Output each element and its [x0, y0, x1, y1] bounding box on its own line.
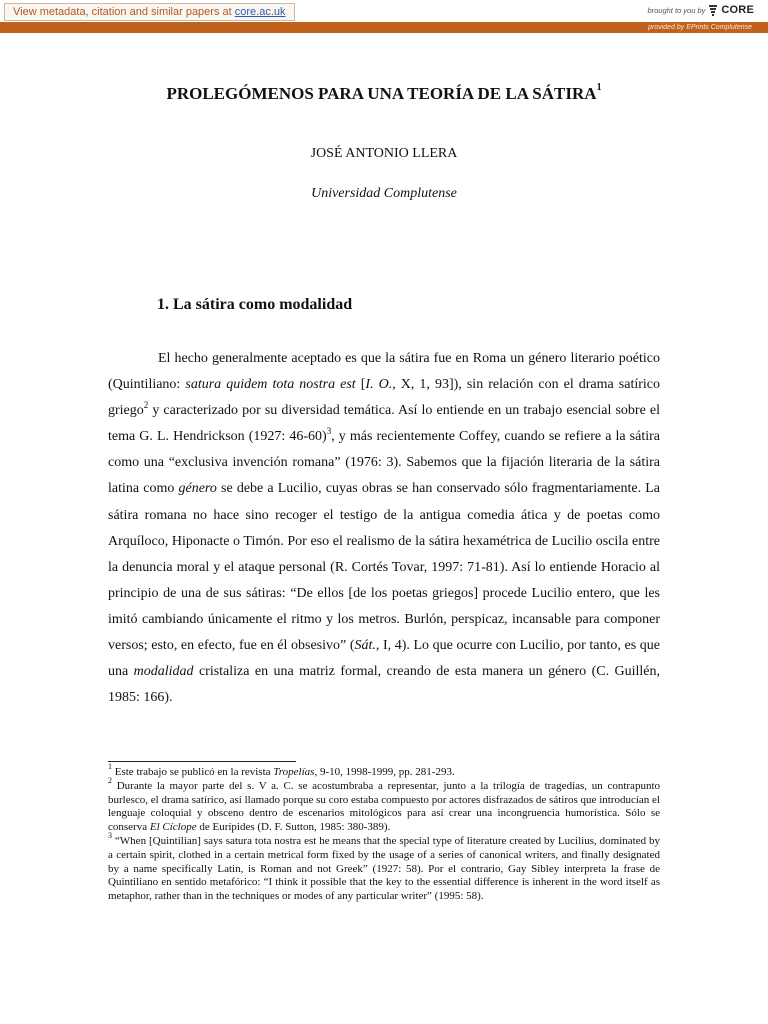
footnote-text: de Eurípides (D. F. Sutton, 1985: 380-389).	[196, 821, 391, 834]
footnote-marker: 3	[326, 425, 332, 436]
latin-quote: satura quidem tota nostra est	[185, 377, 356, 393]
emphasis-text: género	[178, 481, 217, 497]
metadata-link-box[interactable]	[4, 3, 295, 21]
author-name: JOSÉ ANTONIO LLERA	[310, 146, 458, 161]
work-abbreviation: Sát.,	[354, 638, 380, 654]
body-text-run: , X, 1, 93]), sin relación con el drama satírico griego	[108, 377, 661, 419]
footnote-text: Durante la mayor parte del s. V a. C. se acostumbraba a representar, junto a la trilogía de tragedias, un contrapunto burlesco, el drama satírico, así llamado porque su coro estaba compuesto por actores disfrazados de sátiros que introducían el lenguaje coloquial y obsceno dentro de escenarios mitológicos para así crear una incongruencia humorística. Sólo se conserva	[108, 779, 660, 834]
footnotes	[108, 762, 660, 904]
body-text-run: El hecho generalmente aceptado es que la sátira fue en Roma un género literario poético (Quintiliano:	[108, 351, 660, 393]
core-ac-uk-link[interactable]: core.ac.uk	[234, 6, 286, 18]
footnote-3	[108, 831, 660, 904]
metadata-link-prefix: View metadata, citation and similar papers at	[13, 6, 235, 18]
footnote-text: Este trabajo se publicó en la revista	[112, 766, 274, 778]
brought-to-you-by-text: brought to you by	[647, 5, 706, 15]
work-abbreviation: I. O.	[365, 377, 393, 393]
body-text-run: y caracterizado por su diversidad temática. Así lo entiende en un trabajo esencial sobre el tema G. L. Hendrickson (1927: 46-60)	[108, 403, 660, 445]
paper-title-text: PROLEGÓMENOS PARA UNA TEORÍA DE LA SÁTIRA	[166, 84, 597, 103]
footnote-number: 3	[108, 831, 112, 841]
footnote-text: , 9-10, 1998-1999, pp. 281-293.	[314, 766, 455, 778]
core-logo-text: CORE	[721, 4, 754, 16]
author-affiliation: Universidad Complutense	[311, 186, 457, 201]
provided-by-text[interactable]: provided by EPrints Complutense	[648, 24, 752, 31]
footnote-marker: 2	[143, 399, 149, 410]
body-text-run: , y más recientemente Coffey, cuando se refiere a la sátira como una “exclusiva invención romana” (1976: 3). Sabemos que la fijación literaria de la sátira latina como	[108, 429, 660, 497]
footnote-number: 1	[108, 762, 112, 772]
title-footnote-marker: 1	[596, 82, 602, 94]
core-brand[interactable]	[647, 4, 754, 16]
paper-title	[0, 84, 768, 104]
work-title: El Cíclope	[149, 821, 197, 834]
body-text-run: cristaliza en una matriz formal, creando de esta manera un género (C. Guillén, 1985: 166).	[108, 664, 661, 706]
footnote-text: “When [Quintilian] says satura tota nostra est he means that the special type of literature created by Lucilius, dominated by a certain spirit, clothed in a certain metrical form fixed by the usage of a series of canonical writers, and finally designated by a name specifically Latin, is Roman and not Greek” (1927: 58). Por el contrario, Gay Sibley interpreta la frase de Quintiliano en sentido metafórico: “I think it possible that the key to the essential difference is inherent in the word itself as metaphor, rather than in the techniques or modes of any particular writer” (1995: 58).	[108, 834, 660, 903]
footnote-2	[108, 776, 660, 835]
footnote-number: 2	[108, 776, 112, 786]
body-text-run: [	[355, 377, 366, 393]
provided-by-bar	[0, 22, 768, 33]
core-banner	[0, 0, 768, 23]
body-text-run: se debe a Lucilio, cuyas obras se han conservado sólo fragmentariamente. La sátira romana no hace sino recoger el testigo de la antigua comedia ática y de poetas como Arquíloco, Hiponacte o Timón. Por eso el realismo de la sátira hexamétrica de Lucilio oscila entre la denuncia moral y el ataque personal (R. Cortés Tovar, 1997: 71-81). Así lo entiende Horacio al principio de una de sus sátiras: “De ellos [de los poetas griegos] procede Lucilio entero, que les imitó cambiando únicamente el ritmo y los metros. Burlón, perspicaz, incansable para componer versos; esto, en efecto, fue en él obsesivo” (	[108, 481, 661, 654]
footnote-1	[108, 762, 660, 780]
body-paragraph	[108, 346, 660, 711]
emphasis-text: modalidad	[133, 664, 194, 680]
body-text-run: I, 4). Lo que ocurre con Lucilio, por tanto, es que una	[108, 638, 660, 680]
footnote-separator	[108, 761, 296, 762]
section-heading: 1. La sátira como modalidad	[157, 296, 353, 313]
core-logo-icon	[708, 4, 718, 16]
journal-title: Tropelías	[273, 766, 315, 778]
